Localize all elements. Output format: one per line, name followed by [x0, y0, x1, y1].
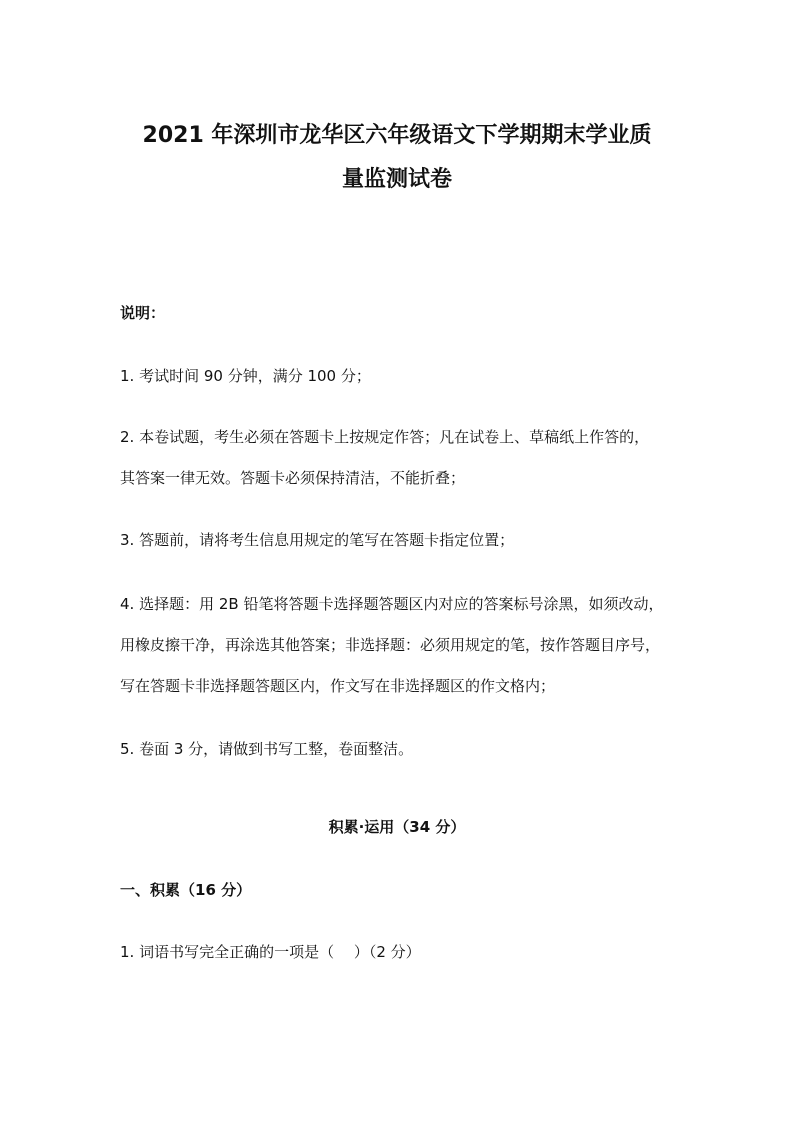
instruction-line-2: 2. 本卷试题，考生必须在答题卡上按规定作答；凡在试卷上、草稿纸上作答的，	[120, 428, 650, 446]
instruction-line-6: 用橡皮擦干净，再涂选其他答案；非选择题：必须用规定的笔，按作答题目序号，	[120, 636, 661, 654]
instruction-line-5: 4. 选择题：用 2B 铅笔将答题卡选择题答题区内对应的答案标号涂黑，如须改动，	[120, 595, 664, 613]
document-title-line-1: 2021 年深圳市龙华区六年级语文下学期期末学业质	[142, 123, 652, 148]
instruction-line-3: 其答案一律无效。答题卡必须保持清洁，不能折叠；	[120, 469, 466, 487]
question-1: 1. 词语书写完全正确的一项是（ ）（2 分）	[120, 943, 421, 961]
instruction-line-1: 1. 考试时间 90 分钟，满分 100 分；	[120, 367, 371, 385]
instruction-line-7: 写在答题卡非选择题答题区内，作文写在非选择题区的作文格内；	[120, 677, 556, 695]
document-title-line-2: 量监测试卷	[341, 167, 452, 192]
instruction-line-8: 5. 卷面 3 分，请做到书写工整，卷面整洁。	[120, 740, 414, 758]
instructions-heading: 说明：	[120, 304, 166, 322]
section-heading: 积累·运用（34 分）	[328, 818, 466, 836]
part-heading: 一、积累（16 分）	[120, 881, 252, 899]
instruction-line-4: 3. 答题前，请将考生信息用规定的笔写在答题卡指定位置；	[120, 531, 515, 549]
